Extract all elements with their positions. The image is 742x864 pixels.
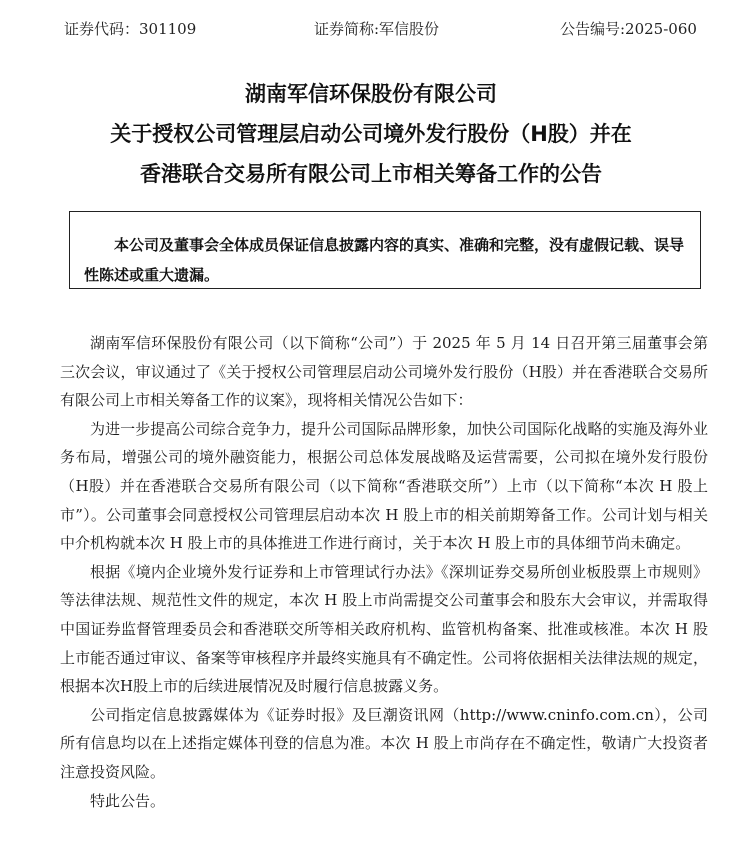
paragraph-purpose: 为进一步提高公司综合竞争力，提升公司国际品牌形象，加快公司国际化战略的实施及海外业务布局，增强公司的境外融资能力，根据公司总体发展战略及运营需要，公司拟在境外发行股份（H股）并在香港联合交易所有限公司（以下简称“香港联交所”）上市（以下简称“本次 H 股上市”）。公司董事会同意授权公司管理层启动本次 H 股上市的相关前期筹备工作。公司计划与相关中介机构就本次 H 股上市的具体推进工作进行商讨，关于本次 H 股上市的具体细节尚未确定。: [60, 419, 708, 553]
document-header: [0, 18, 742, 42]
title-subject-line-1: 关于授权公司管理层启动公司境外发行股份（H股）并在: [110, 122, 632, 146]
stock-abbreviation: 证券简称:军信股份: [314, 20, 440, 38]
paragraph-regulation: 根据《境内企业境外发行证券和上市管理试行办法》《深圳证券交易所创业板股票上市规则》等法律法规、规范性文件的规定，本次 H 股上市尚需提交公司董事会和股东大会审议，并需取得中国证券监督管理委员会和香港联交所等相关政府机构、监管机构备案、批准或核准。本次 H 股上市能否通过审议、备案等审核程序并最终实施具有不确定性。公司将依据相关法律法规的规定，根据本次H股上市的后续进展情况及时履行信息披露义务。: [60, 562, 708, 696]
notice-number: 公告编号:2025-060: [560, 20, 697, 38]
paragraph-intro: 湖南军信环保股份有限公司（以下简称“公司”）于 2025 年 5 月 14 日召开第三届董事会第三次会议，审议通过了《关于授权公司管理层启动公司境外发行股份（H股）并在香港联合交易所有限公司上市相关筹备工作的议案》，现将相关情况公告如下：: [60, 334, 708, 410]
stock-code: 证券代码：301109: [64, 20, 197, 38]
paragraph-closing: 特此公告。: [90, 791, 166, 810]
disclaimer-box: 本公司及董事会全体成员保证信息披露内容的真实、准确和完整，没有虚假记载、误导性陈述或重大遗漏。: [69, 211, 701, 289]
paragraph-media: 公司指定信息披露媒体为《证券时报》及巨潮资讯网（http://www.cninfo.com.cn），公司所有信息均以在上述指定媒体刊登的信息为准。本次 H 股上市尚存在不确定性，敬请广大投资者注意投资风险。: [60, 705, 708, 781]
title-company-name: 湖南军信环保股份有限公司: [245, 82, 497, 106]
title-subject-line-2: 香港联合交易所有限公司上市相关筹备工作的公告: [140, 162, 602, 186]
document-body: [60, 329, 708, 815]
